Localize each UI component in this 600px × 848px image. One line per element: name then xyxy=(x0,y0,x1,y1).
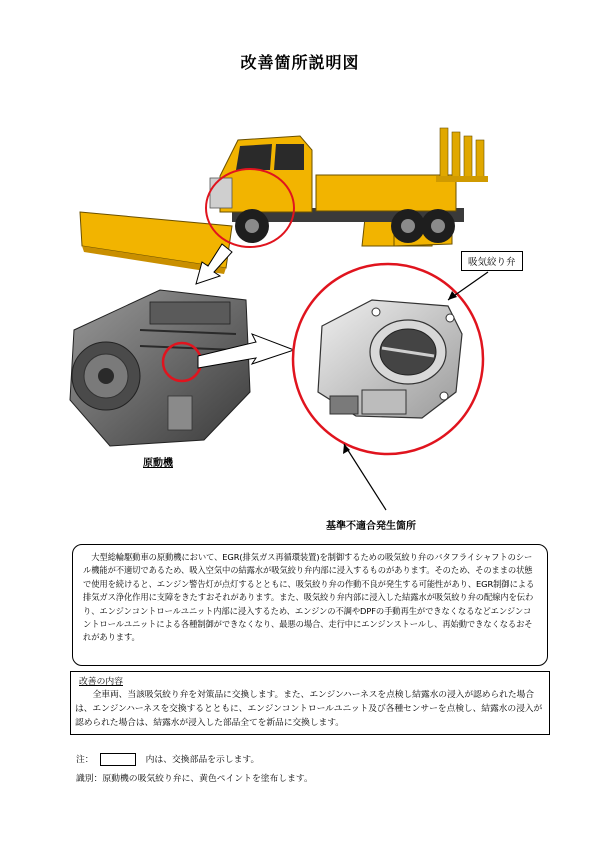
replacement-box-symbol xyxy=(100,753,136,766)
improvement-box xyxy=(70,671,550,735)
valve-callout: 吸気絞り弁 xyxy=(461,251,523,271)
failure-location-label: 基準不適合発生箇所 xyxy=(326,521,416,532)
note-suffix: 内は、交換部品を示します。 xyxy=(145,755,260,765)
engine-illustration xyxy=(70,290,250,446)
description-box xyxy=(72,544,548,666)
note-prefix: 注： xyxy=(76,755,94,765)
throttle-valve-illustration xyxy=(318,300,462,418)
description-text: 大型総輪駆動車の原動機において、EGR(排気ガス再循環装置)を制御するための吸気絞り弁のバタフライシャフトのシール機能が不適切であるため、吸入空気中の結露水が吸気絞り弁内部に浸入するものがあります。そのため、そのままの状態で使用を続けると、エンジン警告灯が点灯するとともに、吸気絞り弁の作動不良が発生する可能性があり、EGR制御による排気ガス浄化作用に支障をきたすおそれがあります。また、吸気絞り弁内部に浸入した結露水が吸気絞り弁の配線内を伝わり、エンジンコントロールユニット内部に浸入するため、エンジンの不調やDPFの手動再生ができなくなるなどエンジンコントロールユニットによる各種制御ができなくなり、最悪の場合、走行中にエンジンストールし、再始動できなくなるおそれがあります。 xyxy=(83,552,535,643)
page-title: 改善箇所説明図 xyxy=(240,53,360,72)
improvement-text: 全車両、当該吸気絞り弁を対策品に交換します。また、エンジンハーネスを点検し結露水の浸入が認められた場合は、エンジンハーネスを交換するとともに、エンジンコントロールユニット及び各種センサーを点検し、結露水の浸入が認められた場合は、結露水が浸入した部品全てを新品に交換します。 xyxy=(75,690,543,728)
replacement-note xyxy=(76,752,259,766)
improvement-heading: 改善の内容 xyxy=(79,677,123,687)
truck-illustration xyxy=(80,128,488,274)
engine-label: 原動機 xyxy=(143,458,173,469)
identification-note: 識別：原動機の吸気絞り弁に、黄色ペイントを塗布します。 xyxy=(76,774,313,784)
